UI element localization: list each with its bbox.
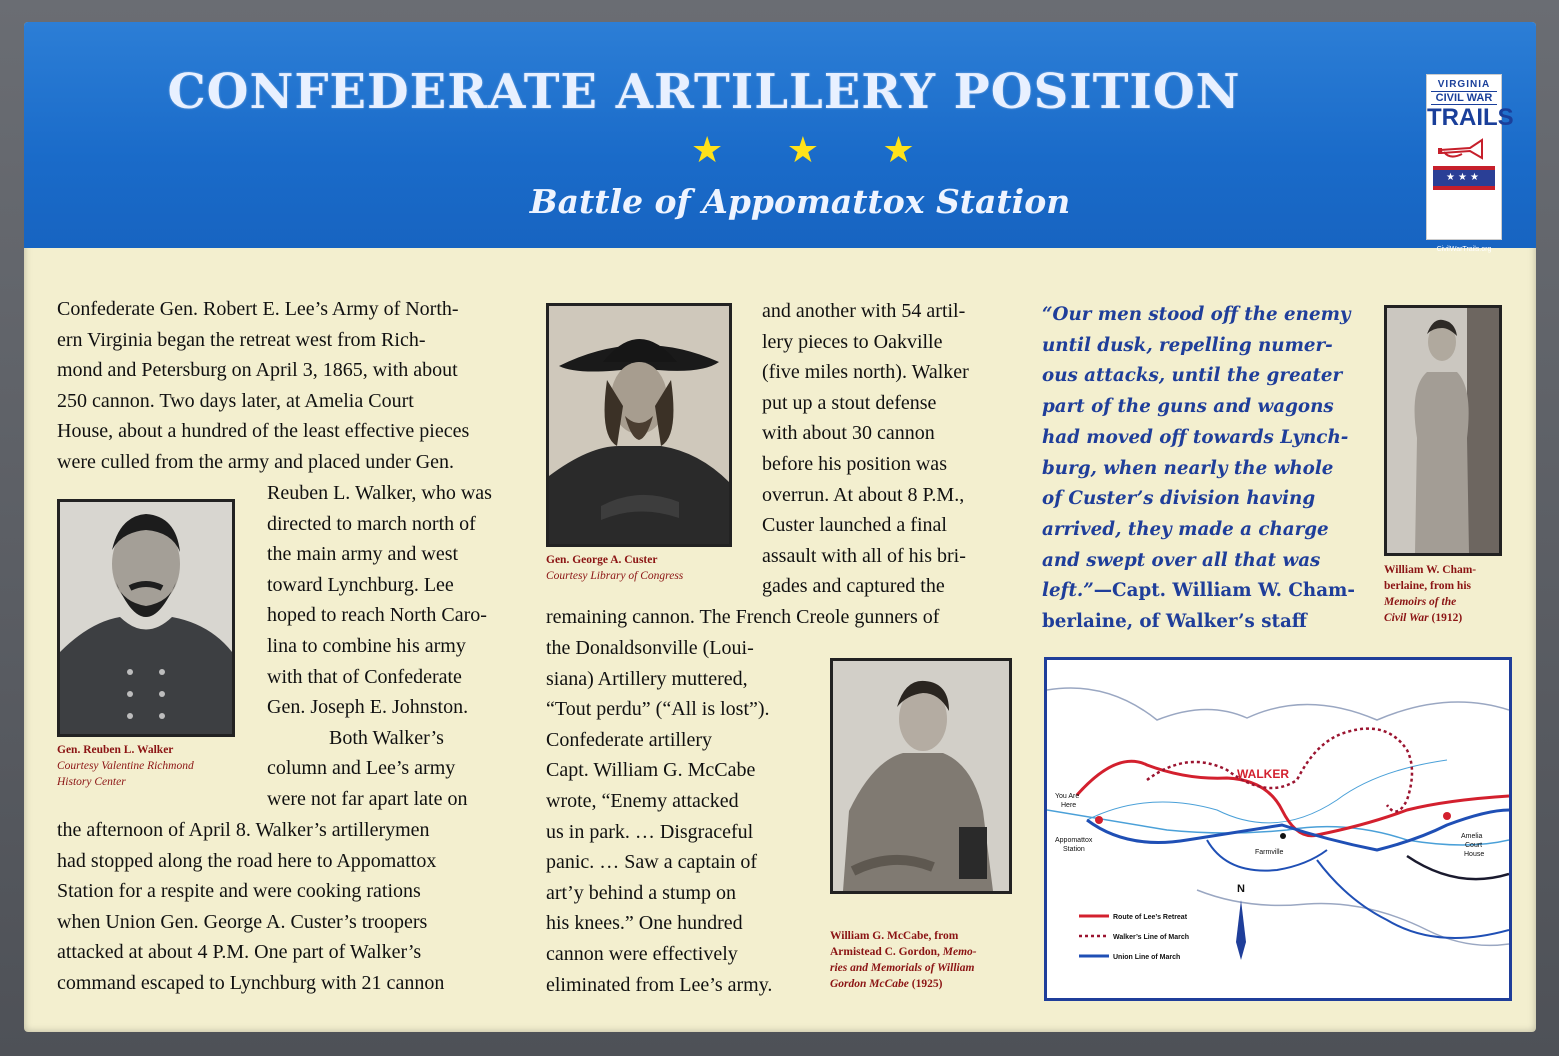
col1-para2	[267, 478, 527, 815]
text-line: his knees.” One hundred	[546, 912, 743, 935]
text-line: remaining cannon. The French Creole gunners of	[546, 606, 940, 628]
text-line: the Donaldsonville (Loui-	[546, 637, 754, 659]
text-line: overrun. At about 8 P.M.,	[762, 483, 965, 506]
text-line: toward Lynchburg. Lee	[267, 573, 454, 596]
map-label-station: Station	[1063, 846, 1085, 853]
amelia-marker-icon	[1443, 812, 1451, 820]
farmville-marker-icon	[1280, 833, 1286, 839]
walker-portrait	[57, 499, 235, 737]
text-line: were not far apart late on	[267, 787, 468, 810]
text-line: (five miles north). Walker	[762, 361, 969, 384]
text-line: eliminated from Lee’s army.	[546, 973, 773, 996]
caption-name: William G. McCabe, from	[830, 930, 959, 942]
map-label-here: Here	[1061, 802, 1077, 809]
text-line: mond and Petersburg on April 3, 1865, with about	[57, 359, 458, 382]
chamberlaine-caption	[1384, 562, 1476, 626]
caption-credit: Civil War	[1384, 612, 1429, 624]
text-line: Capt. William G. McCabe	[546, 759, 756, 782]
text-line: and another with 54 artil-	[762, 300, 966, 322]
caption-credit: Courtesy Library of Congress	[546, 570, 684, 582]
header-band	[24, 22, 1536, 253]
legend-label: Walker’s Line of March	[1113, 934, 1189, 941]
col2-full	[546, 602, 1026, 633]
text-line: command escaped to Lynchburg with 21 cannon	[57, 971, 445, 994]
text-line: Gen. Joseph E. Johnston.	[267, 696, 469, 719]
map-label-court: Court	[1465, 842, 1483, 849]
logo-line2: TRAILS	[1427, 104, 1514, 131]
quote-line: had moved off towards Lynch-	[1042, 426, 1349, 448]
text-line: the main army and west	[267, 543, 459, 566]
text-line: “Tout perdu” (“All is lost”).	[546, 698, 770, 721]
civil-war-trails-logo	[1426, 74, 1514, 240]
map-label-house: House	[1464, 851, 1485, 858]
caption-credit: History Center	[57, 776, 126, 788]
caption-credit: Memo-	[942, 946, 977, 958]
text-line: Station for a respite and were cooking rations	[57, 880, 421, 903]
logo-line1: CIVIL WAR	[1431, 91, 1497, 105]
caption-credit: Gordon McCabe	[830, 978, 909, 990]
map-label-amelia: Amelia	[1461, 833, 1483, 840]
marker-panel	[24, 22, 1536, 1032]
custer-caption	[546, 552, 683, 584]
col2-bottom	[546, 633, 826, 1000]
quote-line: left.”	[1042, 580, 1094, 602]
text-line: hoped to reach North Caro-	[267, 604, 487, 627]
quote-line: and swept over all that was	[1042, 549, 1321, 571]
chamberlaine-quote	[1042, 300, 1362, 638]
page-subtitle: Battle of Appomattox Station	[529, 182, 1071, 221]
text-line: before his position was	[762, 452, 947, 475]
text-line: put up a stout defense	[762, 391, 937, 414]
text-line: the afternoon of April 8. Walker’s artillerymen	[57, 819, 430, 841]
text-line: column and Lee’s army	[267, 757, 456, 780]
map-label-farmville: Farmville	[1255, 849, 1284, 856]
legend-label: Route of Lee’s Retreat	[1113, 914, 1188, 921]
col1-para1	[57, 294, 527, 478]
caption-name: Armistead C. Gordon,	[830, 946, 943, 958]
caption-name: Gen. Reuben L. Walker	[57, 744, 174, 756]
quote-line: arrived, they made a charge	[1042, 518, 1329, 540]
col1-para3	[57, 815, 537, 999]
text-line: Both Walker’s	[329, 726, 444, 749]
caption-date: (1912)	[1428, 612, 1463, 624]
text-line: us in park. … Disgraceful	[546, 820, 754, 843]
caption-credit: Memoirs of the	[1384, 596, 1457, 608]
quote-line: of Custer’s division having	[1042, 488, 1316, 510]
walker-caption	[57, 742, 194, 790]
text-line: cannon were effectively	[546, 942, 738, 965]
quote-line: burg, when nearly the whole	[1042, 457, 1334, 479]
route-map	[1044, 657, 1512, 1001]
text-line: Confederate artillery	[546, 728, 713, 751]
caption-name: William W. Cham-	[1384, 564, 1477, 576]
caption-credit: Courtesy Valentine Richmond	[57, 760, 194, 772]
you-are-here-icon	[1095, 816, 1103, 824]
quote-line: until dusk, repelling numer-	[1042, 334, 1333, 356]
text-line: ern Virginia began the retreat west from Rich-	[57, 328, 426, 351]
quote-line: ous attacks, until the greater	[1042, 365, 1343, 387]
chamberlaine-portrait	[1384, 305, 1502, 556]
star-row-icon: ★ ★ ★	[691, 130, 941, 171]
custer-portrait	[546, 303, 732, 547]
text-line: attacked at about 4 P.M. One part of Walker’s	[57, 941, 422, 964]
text-line: 250 cannon. Two days later, at Amelia Court	[57, 389, 414, 412]
map-label-appomattox: Appomattox	[1055, 837, 1093, 844]
page-title: CONFEDERATE ARTILLERY POSITION	[167, 64, 1241, 120]
text-line: siana) Artillery muttered,	[546, 667, 748, 690]
map-label-walker: WALKER	[1237, 767, 1289, 781]
quote-line: part of the guns and wagons	[1042, 396, 1334, 418]
logo-url: CivilWarTrails.org	[1436, 246, 1492, 253]
map-label-you-are: You Are	[1055, 793, 1080, 800]
text-line: assault with all of his bri-	[762, 544, 966, 567]
text-line: Custer launched a final	[762, 514, 947, 537]
text-line: panic. … Saw a captain of	[546, 851, 758, 874]
quote-attribution: berlaine, of Walker’s staff	[1042, 611, 1307, 633]
quote-line: “Our men stood off the enemy	[1042, 304, 1351, 325]
text-line: art’y behind a stump on	[546, 881, 736, 904]
map-label-north: N	[1237, 883, 1245, 895]
mccabe-portrait	[830, 658, 1012, 894]
text-line: were culled from the army and placed under Gen.	[57, 450, 455, 473]
text-line: gades and captured the	[762, 575, 945, 598]
caption-credit: ries and Memorials of William	[830, 962, 975, 974]
text-line: had stopped along the road here to Appomattox	[57, 849, 437, 872]
text-line: lery pieces to Oakville	[762, 330, 943, 353]
quote-attribution: —Capt. William W. Cham-	[1093, 580, 1355, 602]
text-line: when Union Gen. George A. Custer’s troopers	[57, 910, 428, 933]
text-line: Confederate Gen. Robert E. Lee’s Army of North-	[57, 298, 459, 320]
text-line: Reuben L. Walker, who was	[267, 482, 492, 504]
logo-state: VIRGINIA	[1437, 79, 1491, 90]
col2-top	[762, 296, 1022, 602]
caption-name: Gen. George A. Custer	[546, 554, 658, 566]
text-line: wrote, “Enemy attacked	[546, 789, 739, 812]
text-line: with about 30 cannon	[762, 422, 935, 445]
mccabe-caption	[830, 928, 977, 992]
caption-name: berlaine, from his	[1384, 580, 1471, 592]
caption-date: (1925)	[908, 978, 943, 990]
text-line: House, about a hundred of the least effective pieces	[57, 420, 470, 443]
logo-stars-icon: ★★★	[1433, 166, 1495, 190]
text-line: with that of Confederate	[267, 665, 462, 688]
text-line: lina to combine his army	[267, 634, 466, 657]
text-line: directed to march north of	[267, 512, 476, 535]
legend-label: Union Line of March	[1113, 954, 1181, 961]
bugle-icon	[1436, 136, 1492, 162]
